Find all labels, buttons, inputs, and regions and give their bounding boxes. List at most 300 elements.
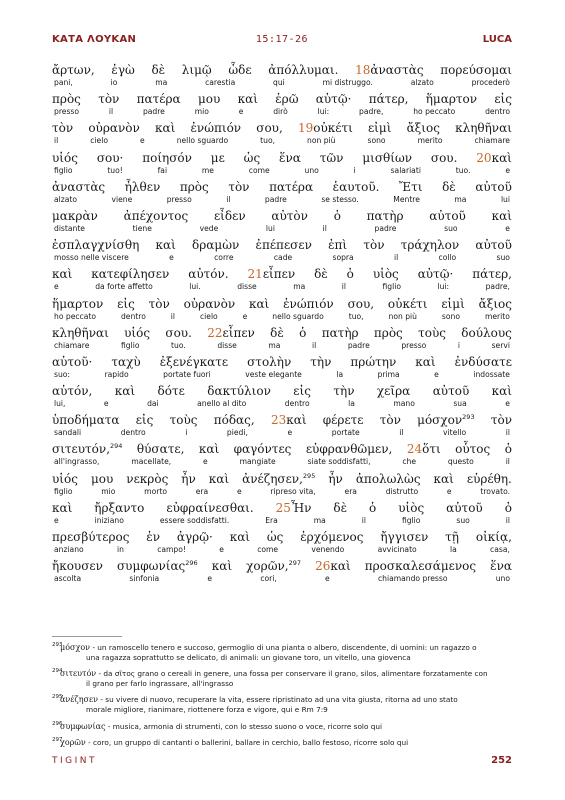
italian-gloss: alzato xyxy=(54,194,78,204)
greek-row xyxy=(52,63,512,78)
greek-word-text: καὶ xyxy=(114,384,136,399)
greek-word xyxy=(52,530,129,545)
italian-gloss: padre xyxy=(264,194,287,204)
greek-word xyxy=(52,209,98,224)
greek-row xyxy=(52,180,512,195)
italian-gloss: dirò xyxy=(273,107,288,117)
italian-gloss: e xyxy=(54,515,59,525)
greek-word-text: πατέρα xyxy=(136,92,181,107)
greek-word xyxy=(388,297,428,312)
footnote xyxy=(52,643,514,662)
greek-word-text: οἰκίᾳ, xyxy=(475,530,512,544)
greek-word-text: ἐξενέγκατε xyxy=(159,354,229,369)
italian-row xyxy=(52,224,512,234)
interlinear-line xyxy=(52,92,512,121)
italian-gloss: siate soddisfatti, xyxy=(307,457,371,467)
italian-gloss: e xyxy=(203,457,208,467)
greek-word xyxy=(417,413,474,428)
interlinear-line xyxy=(52,209,512,238)
greek-word xyxy=(52,559,103,574)
greek-word-text: εἰμὶ xyxy=(441,296,465,311)
greek-word xyxy=(418,267,454,282)
greek-word-text: καὶ xyxy=(286,413,307,428)
greek-word-text: ὅτι xyxy=(422,442,441,457)
greek-word-text: εἶπεν xyxy=(262,267,296,282)
greek-word-text: ἄξιος xyxy=(406,121,440,136)
italian-row xyxy=(52,166,512,176)
italian-gloss: sandali xyxy=(54,428,82,438)
italian-gloss: mano xyxy=(393,399,415,409)
italian-gloss: venendo xyxy=(311,545,345,554)
italian-gloss: e xyxy=(242,311,248,321)
greek-word-text: εἶπεν xyxy=(222,325,255,340)
greek-word-text: στολὴν xyxy=(247,354,292,369)
greek-word xyxy=(347,267,354,282)
greek-word xyxy=(350,355,396,370)
greek-word xyxy=(476,530,512,545)
italian-gloss: cade xyxy=(273,253,293,263)
greek-word-text: οὐκέτι xyxy=(313,121,353,136)
greek-word xyxy=(279,151,301,166)
greek-word-text: ἕνα xyxy=(279,150,301,165)
italian-gloss: sua xyxy=(453,399,467,409)
italian-gloss: alzato xyxy=(410,78,434,87)
greek-word-text: σου, xyxy=(256,121,283,136)
greek-word-text: ἑαυτοῦ. xyxy=(332,179,380,194)
greek-word-text: τὸν xyxy=(148,296,170,311)
italian-gloss: che xyxy=(402,457,417,467)
greek-row xyxy=(52,530,512,545)
greek-word-text: καὶ xyxy=(330,559,351,574)
greek-word xyxy=(455,121,512,136)
interlinear-line xyxy=(52,180,512,209)
footnote-text xyxy=(52,669,514,679)
greek-word xyxy=(52,355,92,370)
italian-row xyxy=(52,136,512,146)
footnote-term: ἀνέζησεν xyxy=(60,695,99,705)
greek-word xyxy=(407,442,441,457)
greek-word xyxy=(207,384,271,399)
italian-gloss: il xyxy=(170,311,176,321)
italian-gloss: macellate, xyxy=(131,457,172,467)
page-footer xyxy=(52,755,512,769)
greek-word xyxy=(491,413,512,428)
verse-number: 23 xyxy=(270,413,287,428)
greek-word xyxy=(211,151,225,166)
greek-word xyxy=(441,297,464,312)
italian-row xyxy=(52,341,512,351)
greek-word-text: εἶδεν xyxy=(213,208,246,223)
italian-gloss: i xyxy=(457,340,461,350)
interlinear-line xyxy=(52,151,512,180)
greek-word-text: τῇ xyxy=(445,530,459,544)
greek-word xyxy=(475,180,512,195)
italian-gloss: disse xyxy=(217,340,237,350)
greek-word xyxy=(249,297,269,312)
greek-word xyxy=(369,501,376,516)
italian-gloss: figlio xyxy=(54,165,73,175)
greek-word-text: μισθίων xyxy=(362,150,413,165)
italian-gloss: nello sguardo xyxy=(176,136,229,146)
greek-row xyxy=(52,384,512,399)
interlinear-line xyxy=(52,384,512,413)
greek-word-text: καὶ xyxy=(208,471,230,486)
greek-row xyxy=(52,501,512,516)
greek-word-text: ἄρτων, xyxy=(52,63,95,77)
greek-word xyxy=(418,326,446,341)
greek-word-text: εὐφρανθῶμεν, xyxy=(305,442,393,457)
italian-gloss: e xyxy=(287,428,293,438)
italian-gloss: dentro xyxy=(485,107,510,117)
greek-word-text: Ἦν xyxy=(290,500,312,515)
greek-word-text: εὑρέθη. xyxy=(466,471,512,486)
greek-row xyxy=(52,326,512,341)
italian-row xyxy=(52,282,512,292)
greek-word-text: αὐτοῦ xyxy=(432,384,470,399)
greek-word-text: σου. xyxy=(430,150,458,165)
greek-word-text: τὸν xyxy=(379,413,401,428)
greek-word-text: δὲ xyxy=(270,325,284,340)
greek-word xyxy=(52,92,81,107)
greek-word-text: τὸν xyxy=(228,179,250,194)
page-number: 252 xyxy=(491,755,512,766)
greek-row xyxy=(52,297,512,312)
italian-gloss: padre xyxy=(374,223,397,233)
greek-word xyxy=(316,92,352,107)
italian-gloss: il xyxy=(399,428,404,438)
italian-row xyxy=(52,516,512,526)
italian-gloss: e xyxy=(434,369,439,379)
greek-word-text: οὗτος xyxy=(455,442,491,457)
greek-word-text: πατὴρ xyxy=(321,325,359,340)
italian-gloss: lui: xyxy=(437,282,450,292)
italian-gloss: ho peccato xyxy=(54,311,96,321)
italian-row xyxy=(52,457,512,467)
italian-gloss: portate fuori xyxy=(163,369,211,379)
greek-word-text: καὶ xyxy=(491,208,512,223)
greek-word xyxy=(52,413,119,428)
greek-word-text: ἐνώπιόν xyxy=(283,296,334,311)
italian-gloss: non più xyxy=(388,311,417,321)
greek-row xyxy=(52,267,512,282)
italian-gloss: presso xyxy=(54,107,80,117)
greek-row xyxy=(52,238,512,253)
italian-row xyxy=(52,574,512,584)
italian-gloss: io xyxy=(110,78,118,87)
italian-gloss: piedi, xyxy=(226,428,248,438)
italian-gloss: ma xyxy=(268,340,281,350)
italian-gloss: uno xyxy=(304,165,319,175)
italian-gloss: cielo xyxy=(199,311,218,321)
greek-word xyxy=(492,384,512,399)
greek-word xyxy=(248,267,296,282)
italian-row xyxy=(52,195,512,205)
greek-word xyxy=(348,297,375,312)
italian-gloss: mi distruggo. xyxy=(322,78,373,87)
greek-word-text: αὐτοῦ· xyxy=(52,354,93,369)
footnote-number: 295 xyxy=(52,694,63,701)
italian-gloss: mio xyxy=(101,486,116,496)
greek-word-text: ὁ xyxy=(333,208,341,223)
greek-row xyxy=(52,151,512,166)
greek-word-text: εἰς xyxy=(135,413,154,428)
greek-row xyxy=(52,355,512,370)
greek-word xyxy=(276,501,312,516)
greek-word-text: δραμὼν xyxy=(192,238,240,253)
italian-gloss: lui xyxy=(265,223,275,233)
greek-word xyxy=(91,472,113,487)
greek-word-text: ἐπὶ xyxy=(328,238,348,253)
greek-word xyxy=(267,530,284,545)
greek-word xyxy=(455,442,490,457)
footnote-ref: 297 xyxy=(288,559,302,568)
greek-word xyxy=(94,501,144,516)
greek-row xyxy=(52,121,512,136)
italian-gloss: morto xyxy=(144,486,167,496)
italian-gloss: vitello xyxy=(443,428,467,438)
italian-gloss: e xyxy=(446,486,452,496)
greek-word-text: εἰμὶ xyxy=(367,121,392,136)
greek-word xyxy=(244,151,261,166)
greek-word xyxy=(52,472,78,487)
greek-word-text: προσκαλεσάμενος xyxy=(364,559,477,574)
footnote-definition: - un ramoscello tenero e succoso, germoglio di una pianta o albero, discendente, di uomini: un ragazzo o xyxy=(90,643,477,652)
greek-word xyxy=(165,326,192,341)
italian-gloss: tuo! xyxy=(107,165,123,175)
greek-word-text: καὶ xyxy=(248,296,270,311)
greek-word xyxy=(322,326,359,341)
italian-gloss: tuo, xyxy=(260,136,276,146)
greek-word-text: υἱός xyxy=(124,325,151,340)
greek-word xyxy=(368,121,391,136)
greek-word xyxy=(115,384,135,399)
italian-gloss: il xyxy=(322,223,327,233)
italian-gloss: i xyxy=(353,165,356,175)
greek-word xyxy=(467,472,512,487)
italian-gloss: avvicinato xyxy=(377,545,417,554)
greek-word xyxy=(271,209,308,224)
italian-gloss: e xyxy=(505,223,510,233)
greek-word-text: μου xyxy=(197,92,221,107)
greek-word-text: με xyxy=(210,150,225,165)
italian-gloss: sinfonia xyxy=(129,574,160,584)
footnote-definition: - su vivere di nuovo, recuperare la vita, essere ripristinato ad una vita giusta, ritorna ad uno stato xyxy=(98,695,458,705)
greek-word-text: αὐτοῦ xyxy=(446,500,483,515)
footnote-number: 296 xyxy=(52,720,63,727)
greek-word-text: τὸν xyxy=(98,92,120,107)
italian-gloss: e xyxy=(219,545,224,554)
greek-word-text: ἀγρῷ· xyxy=(176,530,213,544)
greek-word xyxy=(268,63,338,78)
greek-word xyxy=(442,180,456,195)
verse-number: 18 xyxy=(355,63,371,77)
greek-word xyxy=(380,530,428,545)
italian-gloss: anziano xyxy=(54,545,84,554)
italian-gloss: e xyxy=(207,574,213,584)
greek-word xyxy=(52,180,105,195)
greek-word-text: ὡς xyxy=(243,150,261,165)
italian-gloss: ho peccato xyxy=(413,107,456,117)
greek-word xyxy=(333,180,380,195)
greek-word-text: δὲ xyxy=(151,63,166,77)
greek-word-text: αὐτῷ· xyxy=(315,92,352,107)
greek-word-text: καὶ xyxy=(433,471,454,486)
italian-gloss: trovato. xyxy=(480,486,510,496)
italian-gloss: suo: xyxy=(54,369,70,379)
greek-word-text: τοὺς xyxy=(418,325,446,340)
greek-word xyxy=(434,472,454,487)
greek-word xyxy=(52,238,139,253)
greek-word-text: αὐτόν, xyxy=(52,384,93,399)
greek-word-text: αὐτόν. xyxy=(188,267,229,282)
italian-gloss: lui, xyxy=(54,399,66,409)
greek-word-text: υἱός xyxy=(52,150,78,165)
italian-gloss: sopra xyxy=(332,253,354,263)
greek-word-text: καὶ xyxy=(154,121,176,136)
interlinear-line xyxy=(52,442,512,471)
greek-row xyxy=(52,92,512,107)
greek-word-text: ἦν xyxy=(328,471,343,486)
greek-word xyxy=(199,442,219,457)
greek-word xyxy=(209,472,229,487)
greek-word xyxy=(374,326,403,341)
greek-word xyxy=(88,121,140,136)
italian-gloss: ma xyxy=(454,194,467,204)
italian-gloss: distante xyxy=(54,223,85,233)
greek-word xyxy=(310,355,331,370)
greek-word xyxy=(362,151,412,166)
greek-word xyxy=(363,238,384,253)
footnote-continuation: una ragazza soprattutto se delicato, di animali: un giovane toro, un vitello, una giovenca xyxy=(86,652,411,662)
greek-word-text: ὑποδήματα xyxy=(52,413,120,428)
footnote-text xyxy=(52,738,514,748)
greek-row xyxy=(52,209,512,224)
greek-word xyxy=(298,121,353,136)
greek-word-text: πρὸς xyxy=(179,179,209,194)
greek-word-text: ἐν xyxy=(146,530,161,544)
italian-gloss: presso xyxy=(401,340,427,350)
greek-word xyxy=(166,501,253,516)
greek-word xyxy=(355,63,423,78)
greek-word-text: εὐφραίνεσθαι. xyxy=(166,500,254,515)
italian-gloss: e xyxy=(54,282,59,292)
greek-word xyxy=(401,238,459,253)
greek-word-text: ἤρξαντο xyxy=(94,500,145,515)
greek-word-text: συμφωνίας xyxy=(116,559,186,574)
italian-gloss: lui: xyxy=(317,107,330,117)
italian-gloss: Mentre xyxy=(393,194,420,204)
greek-word-text: ὡς xyxy=(266,530,284,544)
italian-row xyxy=(52,312,512,322)
greek-word xyxy=(315,559,351,574)
italian-gloss: suo xyxy=(456,515,470,525)
italian-gloss: Era xyxy=(265,515,278,525)
italian-gloss: sono xyxy=(441,311,460,321)
italian-gloss: tuo. xyxy=(171,340,186,350)
italian-row xyxy=(52,78,512,88)
footnote-text xyxy=(52,722,514,732)
greek-word xyxy=(177,530,213,545)
italian-gloss: iniziano xyxy=(94,515,124,525)
greek-word-text: αὐτοῦ xyxy=(429,208,466,223)
greek-word xyxy=(505,501,512,516)
page-header xyxy=(52,34,512,50)
footnote-number: 297 xyxy=(52,737,63,744)
greek-word-text: τὴν xyxy=(310,354,332,369)
greek-word xyxy=(97,151,124,166)
greek-word xyxy=(124,326,150,341)
greek-word xyxy=(246,559,301,574)
interlinear-line xyxy=(52,297,512,326)
italian-gloss: questo xyxy=(447,457,474,467)
italian-gloss: ma xyxy=(155,78,168,87)
italian-gloss: la xyxy=(348,399,355,409)
footnote-number: 294 xyxy=(52,668,63,675)
greek-word xyxy=(228,180,249,195)
greek-word xyxy=(333,501,347,516)
italian-gloss: come xyxy=(257,545,279,554)
greek-word-text: αὐτοῦ xyxy=(475,179,512,194)
italian-gloss: padre xyxy=(142,107,165,117)
greek-word-text: αὐτῷ· xyxy=(417,267,454,282)
interlinear-line xyxy=(52,530,512,559)
italian-gloss: essere soddisfatti. xyxy=(159,515,230,525)
greek-word-text: οὐρανὸν xyxy=(88,121,140,136)
greek-word xyxy=(146,530,160,545)
italian-gloss: prima xyxy=(377,369,400,379)
italian-gloss: e xyxy=(505,165,510,175)
italian-gloss: corre xyxy=(214,253,234,263)
greek-word xyxy=(52,442,122,457)
interlinear-line xyxy=(52,355,512,384)
greek-word-text: ἦλθεν xyxy=(124,179,161,194)
greek-word-text: φαγόντες xyxy=(233,442,292,457)
greek-word xyxy=(407,121,440,136)
greek-word-text: σιτευτόν, xyxy=(52,442,111,457)
italian-gloss: servi xyxy=(491,340,510,350)
greek-row xyxy=(52,472,512,487)
interlinear-line xyxy=(52,238,512,267)
greek-word-text: μου xyxy=(90,471,114,486)
greek-row xyxy=(52,442,512,457)
italian-gloss: veste elegante xyxy=(245,369,302,379)
greek-word xyxy=(158,384,185,399)
italian-gloss: e xyxy=(505,399,510,409)
greek-word-text: καὶ xyxy=(198,442,220,457)
book-title-greek: ΚΑΤΑ ΛΟΥΚΑΝ xyxy=(52,34,137,45)
italian-gloss: mosso nelle viscere xyxy=(54,253,129,263)
greek-word xyxy=(365,559,476,574)
footnote xyxy=(52,738,514,748)
greek-word xyxy=(149,297,170,312)
greek-word-text: Ἔτι xyxy=(399,179,423,194)
italian-row xyxy=(52,370,512,380)
italian-gloss: nello sguardo xyxy=(272,311,324,321)
italian-gloss: merito xyxy=(484,311,510,321)
verse-number: 24 xyxy=(406,442,423,457)
footnote-definition: - coro, un gruppo di cantanti o ballerini, ballare in cerchio, ballo festoso, ricorre solo qui xyxy=(85,738,409,748)
italian-gloss: lui. xyxy=(189,282,201,292)
italian-gloss: dai xyxy=(147,399,159,409)
greek-word xyxy=(476,151,512,166)
greek-word-text: πατὴρ xyxy=(366,208,404,223)
greek-word-text: πόδας, xyxy=(213,413,255,428)
greek-word-text: τράχηλον xyxy=(400,238,460,253)
italian-gloss: il xyxy=(312,340,317,350)
greek-word xyxy=(117,559,198,574)
greek-word xyxy=(479,297,512,312)
greek-word xyxy=(230,530,250,545)
